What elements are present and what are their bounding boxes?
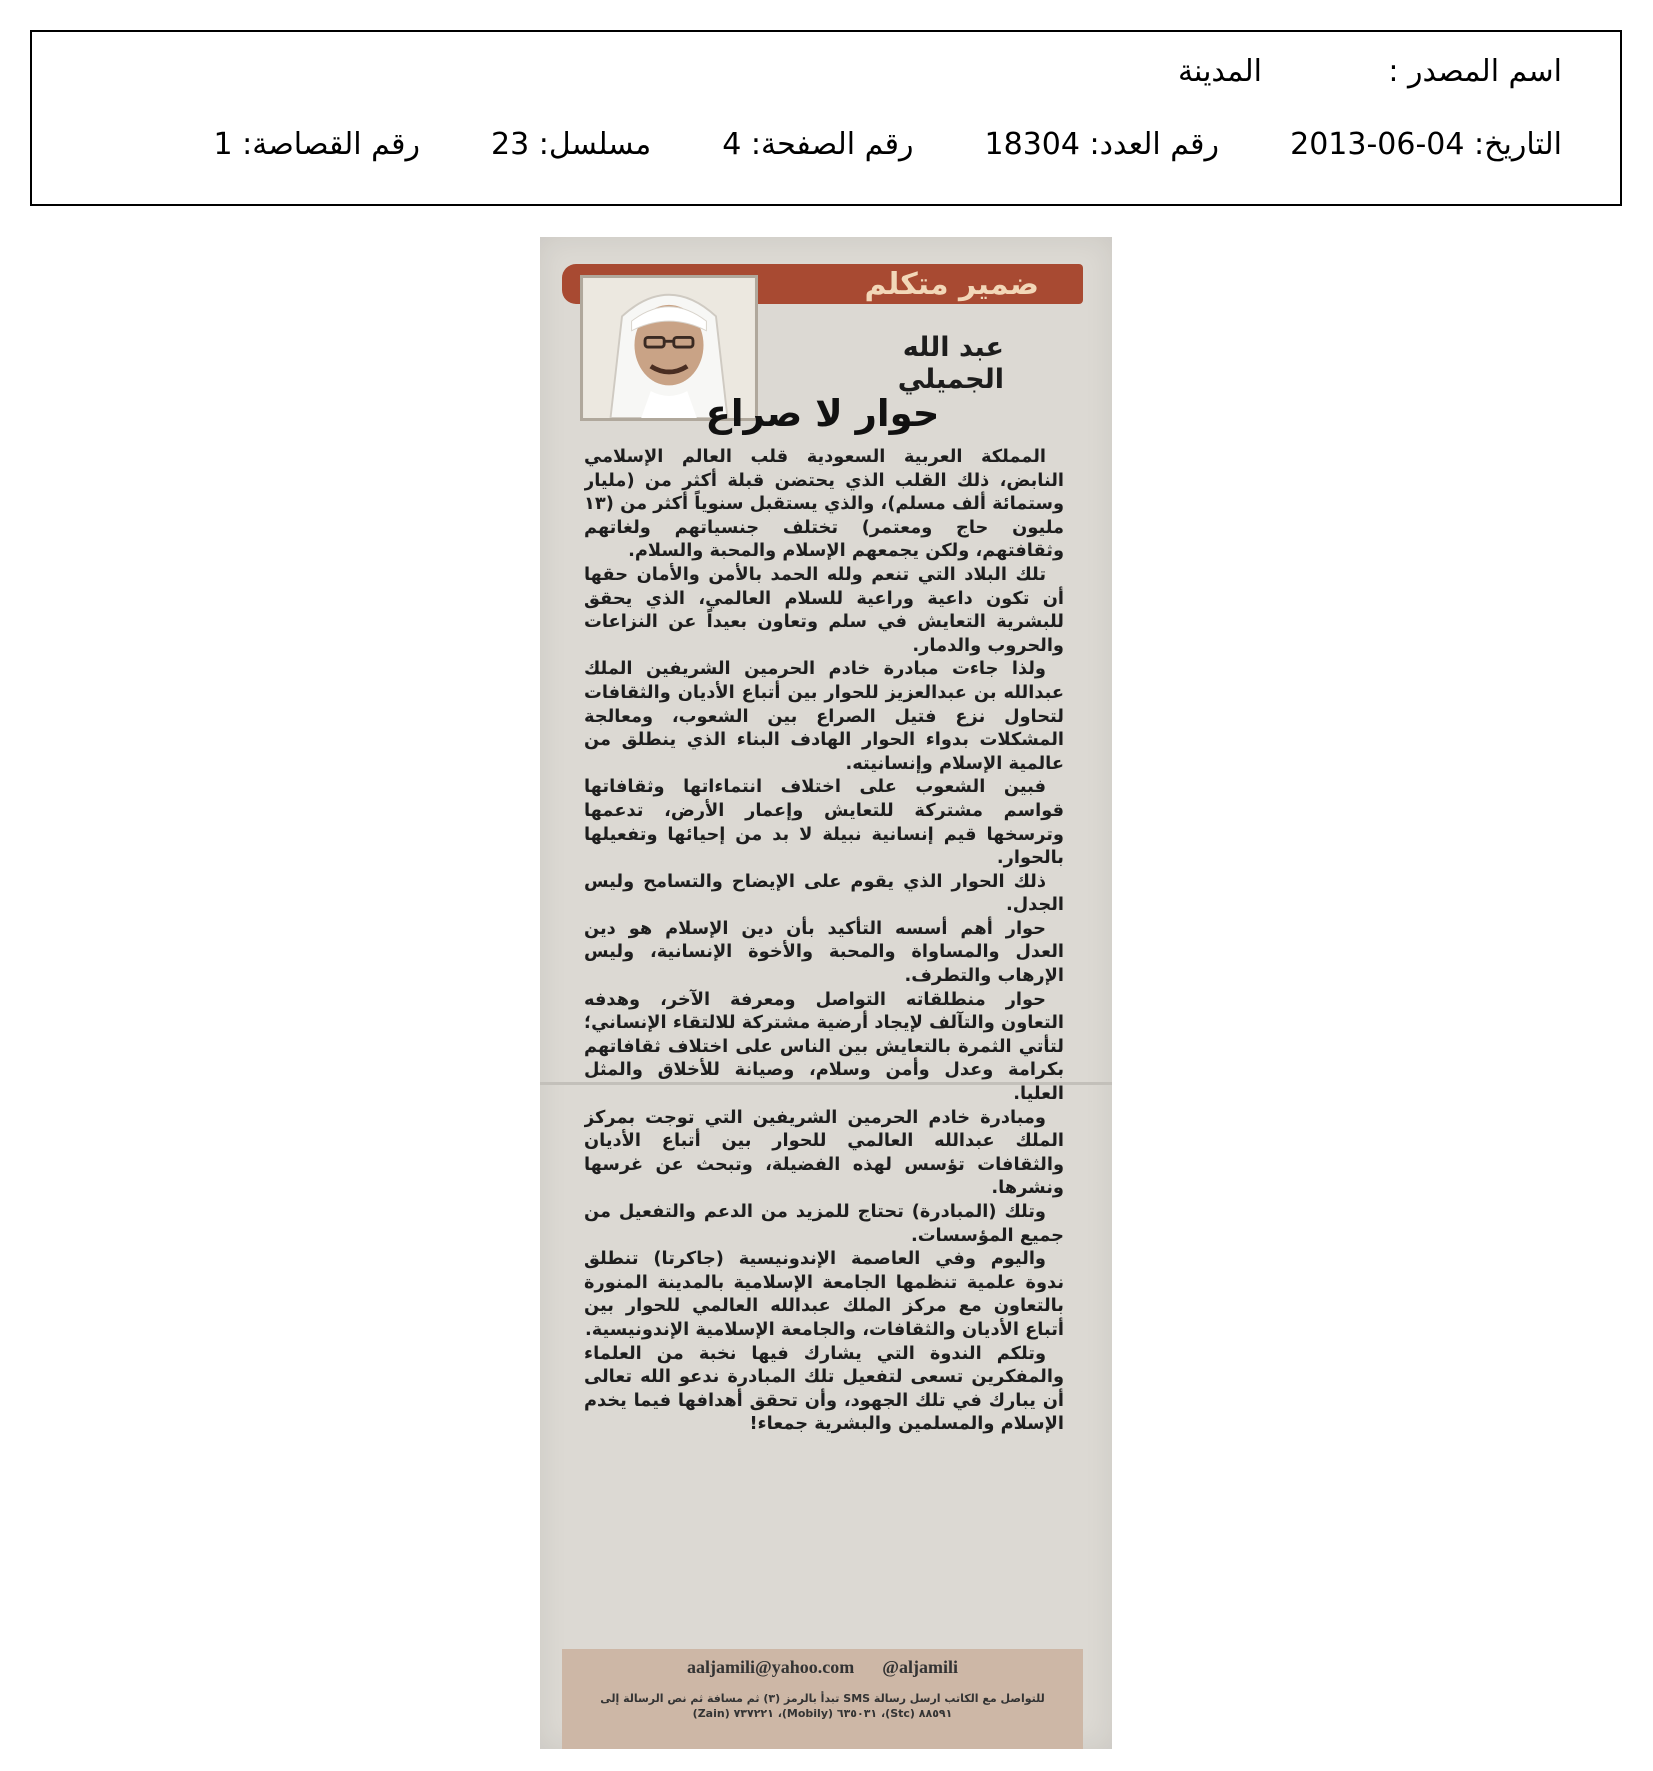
paragraph: تلك البلاد التي تنعم ولله الحمد بالأمن والأمان حقها أن تكون داعية وراعية للسلام العالمي، الذي يحقق للبشرية التعايش في سلم وتعاون بعيداً عن النزاعات والحروب والدمار.	[584, 563, 1064, 656]
contact-handles	[562, 1657, 1083, 1678]
date-value: 2013-06-04	[1290, 127, 1465, 162]
author-last-name: الجميلي	[897, 364, 1004, 395]
author-twitter: @aljamili	[882, 1657, 958, 1677]
article-title: حوار لا صراع	[705, 392, 940, 435]
article-body	[584, 445, 1064, 1660]
serial-value: 23	[491, 127, 530, 162]
paragraph: فبين الشعوب على اختلاف انتماءاتها وثقافاتها قواسم مشتركة للتعايش وإعمار الأرض، تدعمها وترسخها قيم إنسانية نبيلة لا بد من إحيائها وتفعيلها بالحوار.	[584, 776, 1064, 869]
author-name	[898, 332, 1004, 396]
author-first-name: عبد الله	[902, 332, 1004, 363]
issue-value: 18304	[984, 127, 1080, 162]
paragraph: ولذا جاءت مبادرة خادم الحرمين الشريفين الملك عبدالله بن عبدالعزيز للحوار بين أتباع الأديان والثقافات لتحاول نزع فتيل الصراع بين الشعوب، ومعالجة المشكلات بدواء الحوار الهادف البناء الذي ينطلق من عالمية الإسلام وإنسانيته.	[584, 658, 1064, 774]
clipping-metadata-box	[30, 30, 1622, 206]
clip-value: 1	[213, 127, 233, 162]
paragraph: ذلك الحوار الذي يقوم على الإيضاح والتسامح وليس الجدل.	[584, 870, 1064, 916]
source-value: المدينة	[1177, 54, 1262, 89]
date-label: التاريخ:	[1474, 127, 1562, 162]
paragraph: وتلك (المبادرة) تحتاج للمزيد من الدعم والتفعيل من جميع المؤسسات.	[584, 1201, 1064, 1246]
serial-label: مسلسل:	[538, 127, 652, 162]
clip-label: رقم القصاصة:	[242, 127, 420, 162]
paragraph: واليوم وفي العاصمة الإندونيسية (جاكرتا) تنطلق ندوة علمية تنظمها الجامعة الإسلامية بالمدينة المنورة بالتعاون مع مركز الملك عبدالله العالمي للحوار بين أتباع الأديان والثقافات، والجامعة الإسلامية الإندونيسية.	[584, 1248, 1064, 1340]
source-row	[1178, 54, 1562, 89]
paragraph: حوار منطلقاته التواصل ومعرفة الآخر، وهدفه التعاون والتآلف لإيجاد أرضية مشتركة للالتقاء الإنساني؛ لتأتي الثمرة بالتعايش بين الناس على اختلاف ثقافاتهم بكرامة وعدل وأمن وسلام، وصيانة للأخلاق والمثل العليا.	[584, 988, 1064, 1105]
details-row	[214, 127, 1563, 162]
column-name: ضمير متكلم	[864, 267, 1039, 302]
issue-label: رقم العدد:	[1089, 127, 1220, 162]
source-label: اسم المصدر :	[1388, 54, 1562, 89]
paragraph: ومبادرة خادم الحرمين الشريفين التي توجت بمركز الملك عبدالله العالمي للحوار بين أتباع الأديان والثقافات تؤسس لهذه الفضيلة، وتبحث عن غرسها ونشرها.	[584, 1106, 1064, 1199]
author-contact-footer	[562, 1649, 1083, 1749]
paragraph: حوار أهم أسسه التأكيد بأن دين الإسلام هو دين العدل والمساواة والمحبة والأخوة الإنسانية، وليس الإرهاب والتطرف.	[584, 917, 1064, 987]
page-label: رقم الصفحة:	[750, 127, 914, 162]
author-email: aaljamili@yahoo.com	[687, 1657, 855, 1677]
sms-contact-note: للتواصل مع الكاتب ارسل رسالة SMS تبدأ بالرمز (٣) ثم مسافة ثم نص الرسالة إلى ٨٨٥٩١ (Stc)، ٦٣٥٠٣١ (Mobily)، ٧٣٧٢٢١ (Zain)	[600, 1692, 1045, 1720]
paragraph: المملكة العربية السعودية قلب العالم الإسلامي النابض، ذلك القلب الذي يحتضن قبلة أكثر من (مليار وستمائة ألف مسلم)، والذي يستقبل سنوياً أكثر من (١٣ مليون حاج ومعتمر) تختلف جنسياتهم ولغاتهم وثقافتهم، ولكن يجمعهم الإسلام والمحبة والسلام.	[584, 446, 1064, 562]
page-value: 4	[722, 127, 742, 162]
paragraph: وتلكم الندوة التي يشارك فيها نخبة من العلماء والمفكرين تسعى لتفعيل تلك المبادرة ندعو الله تعالى أن يبارك في تلك الجهود، وأن تحقق أهدافها فيما يخدم الإسلام والمسلمين والبشرية جمعاء!	[584, 1342, 1064, 1435]
newspaper-clipping	[540, 237, 1112, 1749]
